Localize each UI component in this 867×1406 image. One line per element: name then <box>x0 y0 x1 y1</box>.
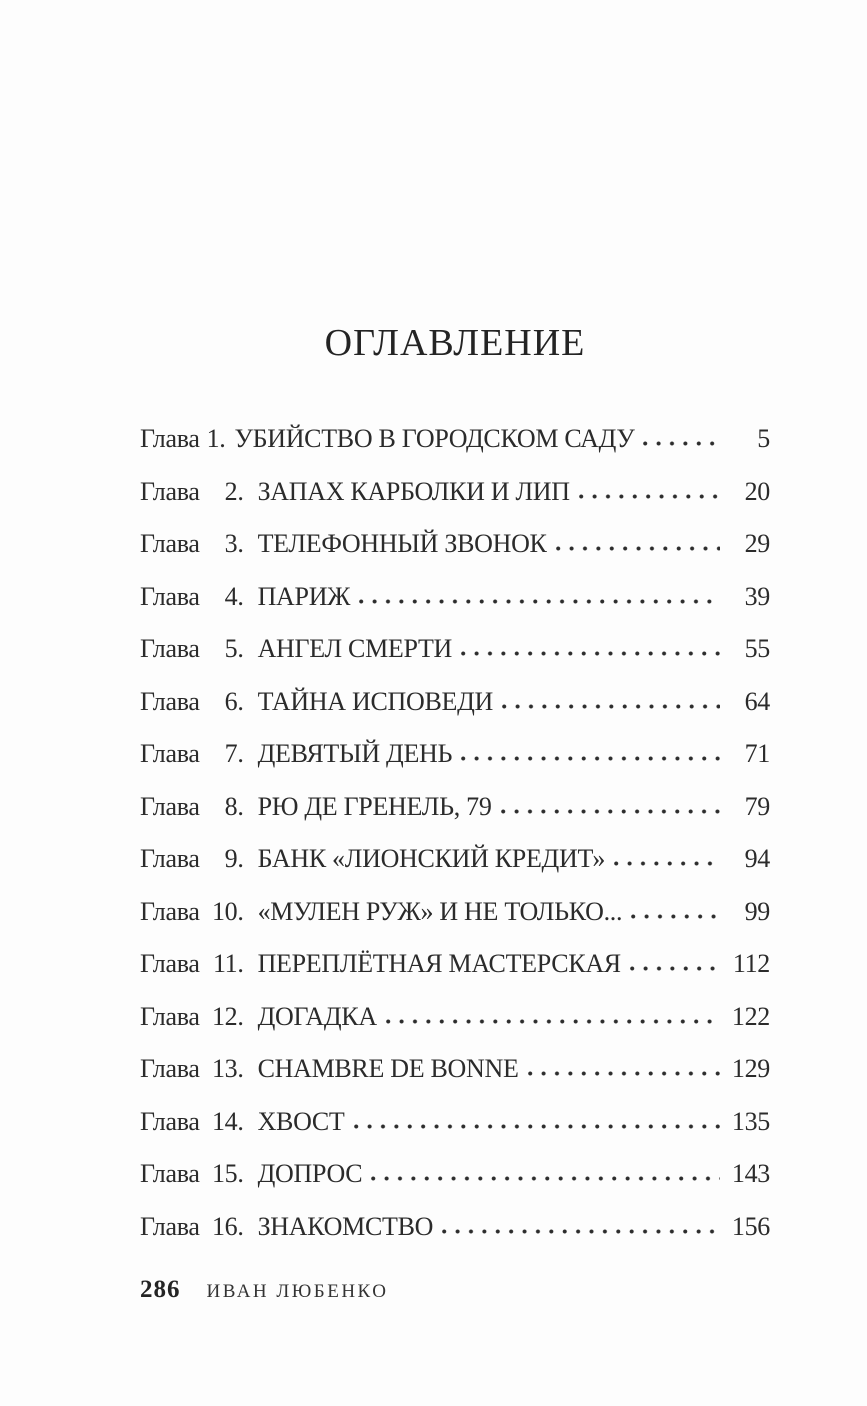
chapter-title: ЗНАКОМСТВО <box>257 1211 434 1241</box>
page-number: 94 <box>744 844 770 873</box>
dot-leader <box>354 1123 720 1130</box>
author-name: ИВАН ЛЮБЕНКО <box>206 1281 389 1302</box>
dot-leader <box>386 1018 720 1025</box>
dot-leader <box>631 913 720 920</box>
dot-leader <box>442 1228 720 1235</box>
page-number: 122 <box>731 1001 770 1031</box>
dot-leader <box>371 1175 720 1182</box>
dot-leader <box>643 440 720 447</box>
toc-entry <box>140 1002 770 1055</box>
chapter-label: Глава <box>140 476 200 506</box>
toc-entry <box>140 477 770 530</box>
chapter-title: ТЕЛЕФОННЫЙ ЗВОНОК <box>257 529 547 558</box>
chapter-label: Глава <box>140 634 200 663</box>
chapter-label: Глава <box>140 844 200 873</box>
toc-entry <box>140 949 770 1002</box>
page-number: 64 <box>744 686 770 716</box>
chapter-number: 12. <box>211 1001 244 1031</box>
toc-entry <box>140 529 770 582</box>
toc-entry <box>140 424 770 477</box>
chapter-title: ХВОСТ <box>257 1106 345 1136</box>
chapter-number: 13. <box>211 1054 244 1083</box>
toc-entry <box>140 897 770 950</box>
chapter-label: Глава <box>140 791 200 821</box>
chapter-number: 14. <box>211 1106 244 1136</box>
dot-leader <box>502 703 720 710</box>
chapter-number: 1. <box>206 424 226 453</box>
chapter-label: Глава <box>140 1211 200 1241</box>
chapter-label: Глава <box>140 1106 200 1136</box>
page-number: 55 <box>744 634 770 663</box>
chapter-title: ПАРИЖ <box>257 581 351 611</box>
chapter-title: ДЕВЯТЫЙ ДЕНЬ <box>257 739 453 768</box>
chapter-number: 11. <box>212 949 244 978</box>
chapter-title: ДОПРОС <box>257 1159 363 1188</box>
dot-leader <box>556 545 720 552</box>
chapter-number: 7. <box>224 739 244 768</box>
chapter-number: 16. <box>211 1211 244 1241</box>
page-number: 71 <box>744 739 770 768</box>
page-number: 112 <box>732 949 770 978</box>
page-number: 29 <box>744 529 770 558</box>
chapter-label: Глава <box>140 896 200 926</box>
chapter-label: Глава <box>140 739 200 768</box>
chapter-title: ТАЙНА ИСПОВЕДИ <box>257 686 493 716</box>
dot-leader <box>461 755 720 762</box>
page-number: 143 <box>731 1159 770 1188</box>
chapter-label: Глава <box>140 1001 200 1031</box>
page-number: 129 <box>731 1054 770 1083</box>
chapter-label: Глава <box>140 529 200 558</box>
chapter-title: CHAMBRE DE BONNE <box>257 1054 519 1083</box>
chapter-number: 4. <box>224 581 244 611</box>
chapter-number: 2. <box>224 476 244 506</box>
chapter-label: Глава <box>140 1159 200 1188</box>
toc-list <box>140 424 770 1264</box>
chapter-label: Глава <box>140 949 200 978</box>
page-number: 5 <box>757 424 770 453</box>
dot-leader <box>461 650 720 657</box>
toc-entry <box>140 1212 770 1265</box>
chapter-label: Глава <box>140 1054 200 1083</box>
chapter-number: 9. <box>224 844 244 873</box>
chapter-title: УБИЙСТВО В ГОРОДСКОМ САДУ <box>234 424 635 453</box>
toc-entry <box>140 687 770 740</box>
chapter-number: 5. <box>224 634 244 663</box>
chapter-number: 8. <box>224 791 244 821</box>
toc-entry <box>140 1159 770 1212</box>
page-number: 79 <box>744 791 770 821</box>
toc-title: ОГЛАВЛЕНИЕ <box>324 322 586 364</box>
folio-page-number: 286 <box>140 1276 181 1303</box>
toc-entry <box>140 792 770 845</box>
chapter-number: 10. <box>211 896 244 926</box>
chapter-title: РЮ ДЕ ГРЕНЕЛЬ, 79 <box>257 791 492 821</box>
page-number: 39 <box>744 581 770 611</box>
dot-leader <box>630 965 720 972</box>
page-footer <box>140 1276 770 1304</box>
chapter-label: Глава <box>140 581 200 611</box>
chapter-title: «МУЛЕН РУЖ» И НЕ ТОЛЬКО... <box>257 896 623 926</box>
dot-leader <box>359 598 720 605</box>
chapter-number: 3. <box>224 529 244 558</box>
page-number: 20 <box>744 476 770 506</box>
dot-leader <box>579 493 720 500</box>
page-number: 135 <box>731 1106 770 1136</box>
page-number: 99 <box>744 896 770 926</box>
page-number: 156 <box>731 1211 770 1241</box>
toc-entry <box>140 582 770 635</box>
dot-leader <box>614 860 720 867</box>
toc-entry <box>140 1107 770 1160</box>
toc-entry <box>140 1054 770 1107</box>
chapter-title: АНГЕЛ СМЕРТИ <box>257 634 453 663</box>
dot-leader <box>528 1070 720 1077</box>
chapter-number: 6. <box>224 686 244 716</box>
toc-entry <box>140 739 770 792</box>
chapter-title: ПЕРЕПЛЁТНАЯ МАСТЕРСКАЯ <box>257 949 621 978</box>
chapter-title: ДОГАДКА <box>257 1001 377 1031</box>
dot-leader <box>501 808 720 815</box>
chapter-number: 15. <box>211 1159 244 1188</box>
toc-entry <box>140 844 770 897</box>
chapter-title: БАНК «ЛИОНСКИЙ КРЕДИТ» <box>257 844 606 873</box>
chapter-label: Глава <box>140 424 200 453</box>
chapter-label: Глава <box>140 686 200 716</box>
toc-entry <box>140 634 770 687</box>
chapter-title: ЗАПАХ КАРБОЛКИ И ЛИП <box>257 476 570 506</box>
